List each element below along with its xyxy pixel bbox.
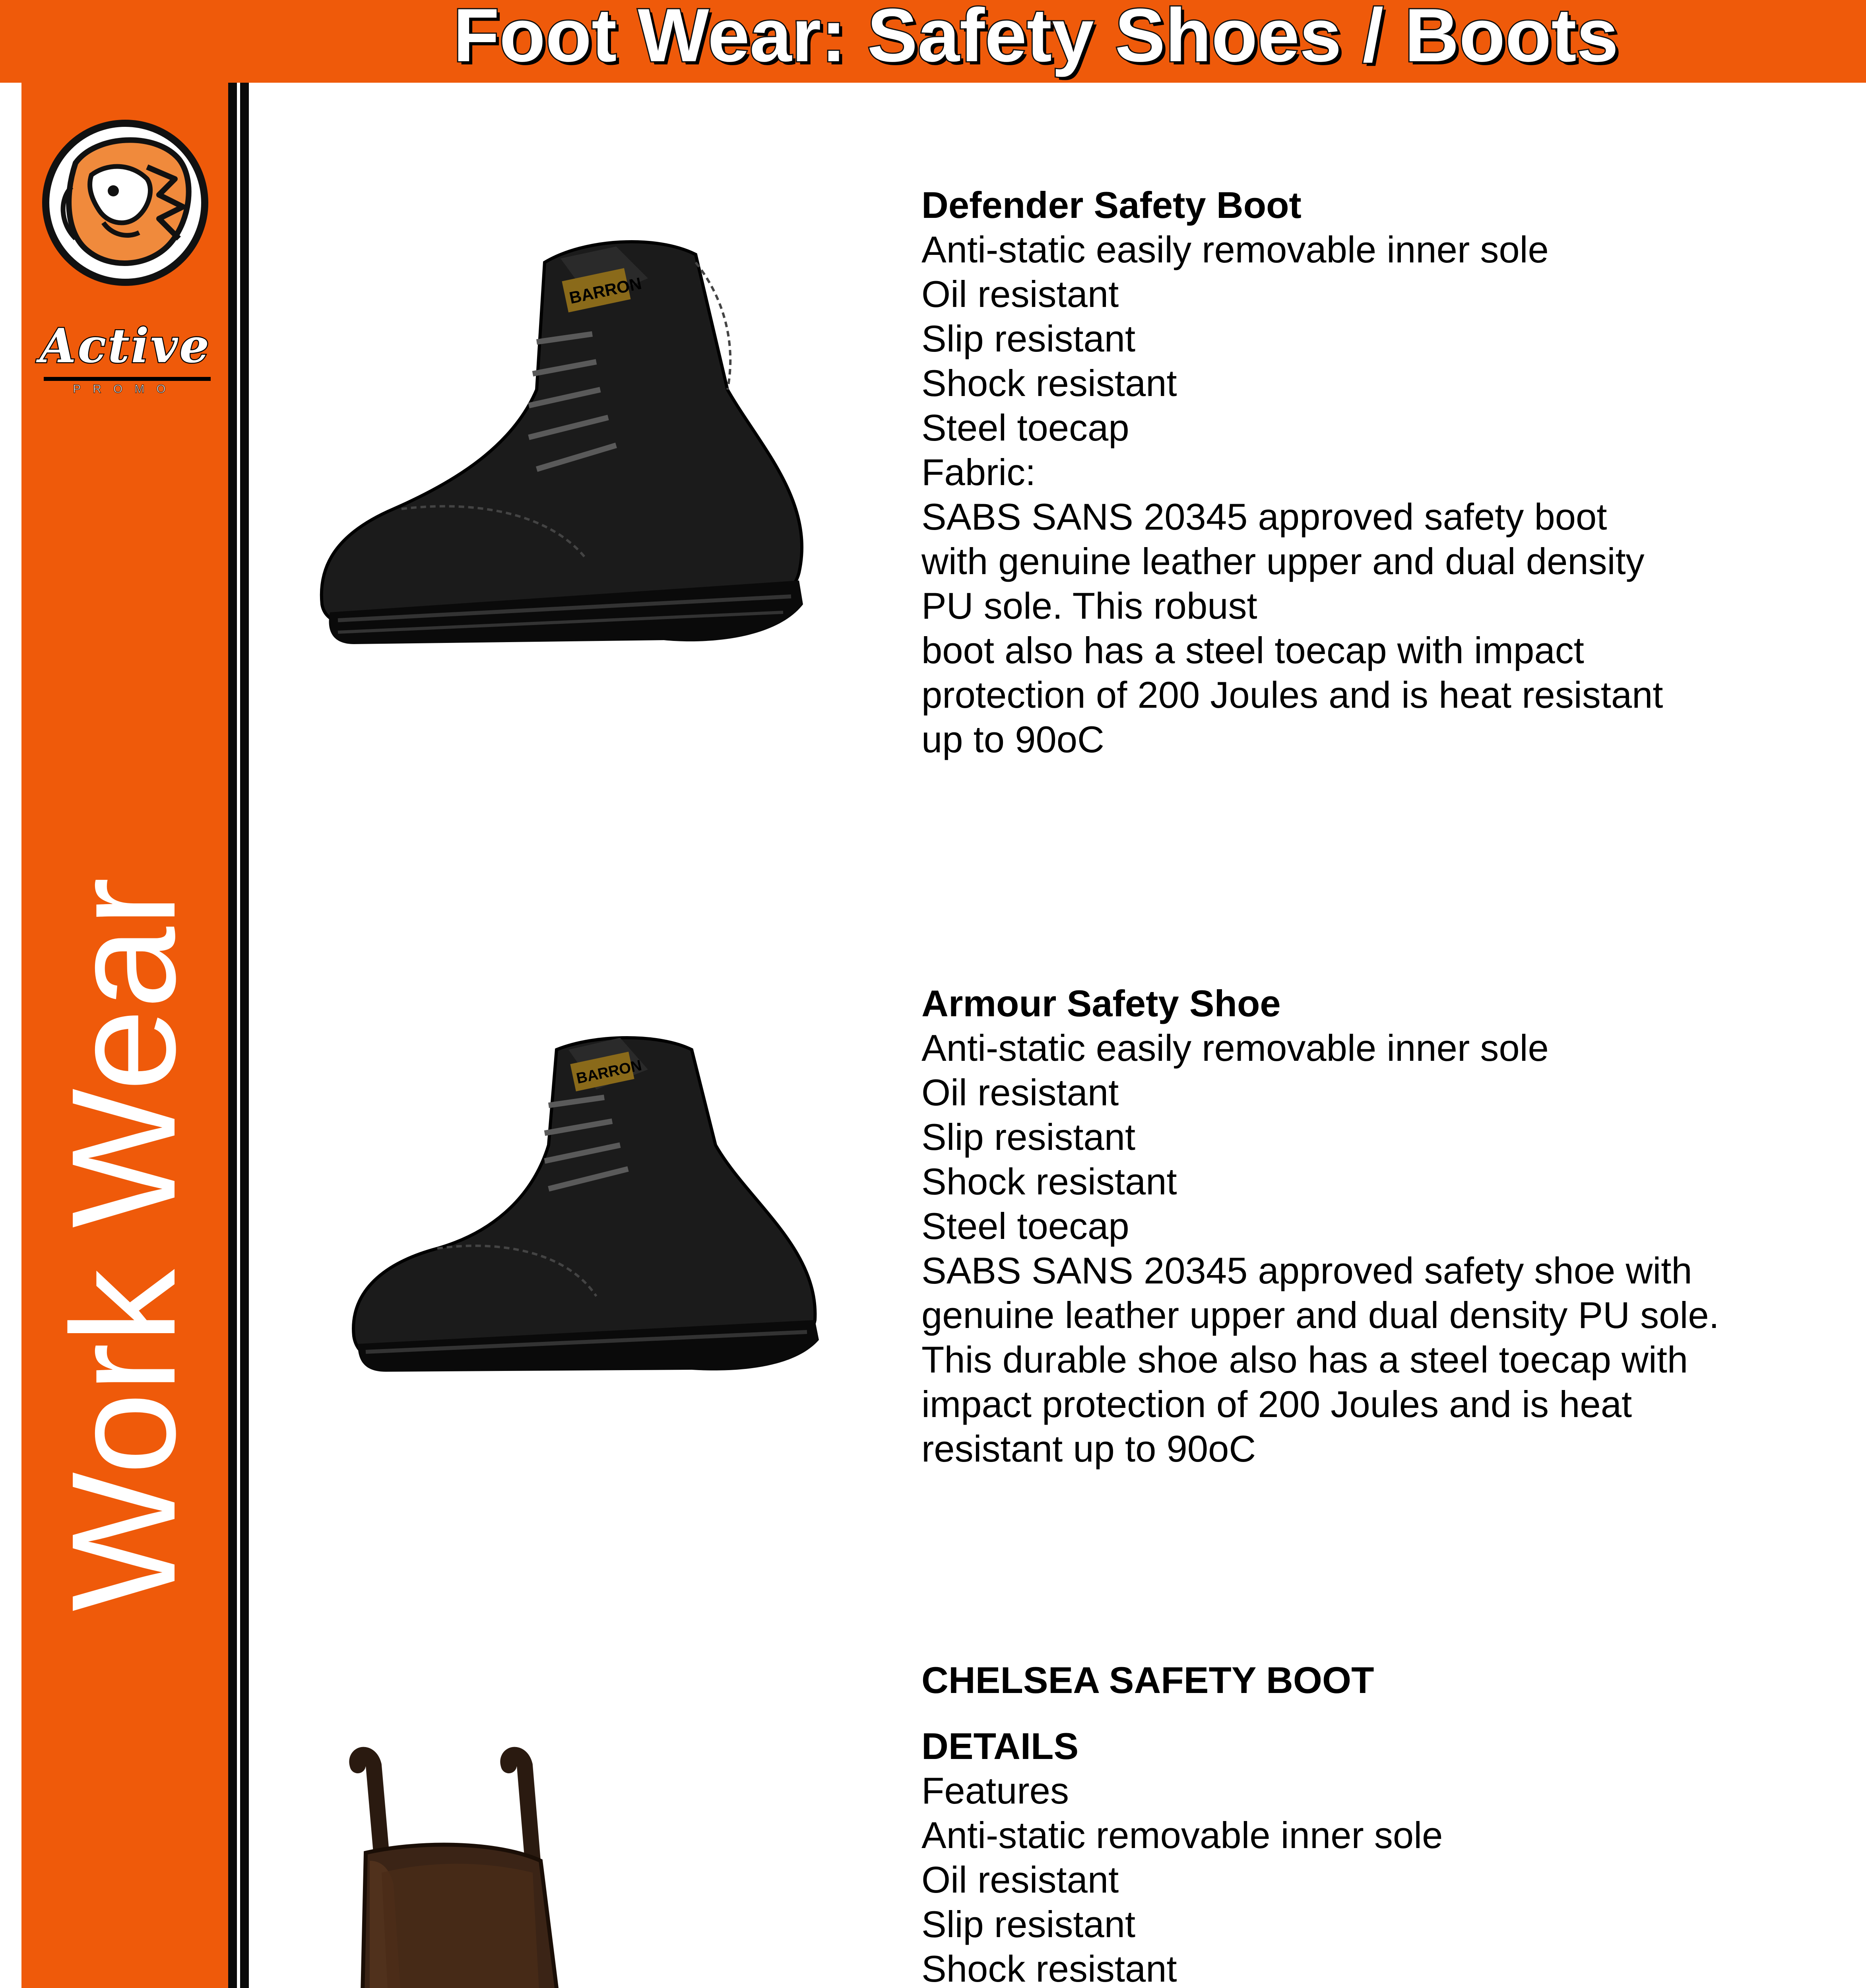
section-title-wrap <box>41 827 206 1662</box>
product-line: resistant up to 90oC <box>921 1428 1256 1470</box>
product-line: Shock resistant <box>921 1161 1177 1202</box>
product-line: up to 90oC <box>921 718 1104 760</box>
brand-subtitle: PROMO <box>73 382 178 396</box>
product-line: SABS SANS 20345 approved safety shoe with <box>921 1250 1692 1291</box>
black-safety-shoe-image <box>342 1026 827 1376</box>
sidebar-edge <box>0 83 21 1988</box>
product-line: with genuine leather upper and dual density <box>921 540 1645 582</box>
product-line: Steel toecap <box>921 407 1129 448</box>
product-line: Shock resistant <box>921 1948 1177 1988</box>
product-armour-text <box>921 981 1719 1471</box>
product-line: Slip resistant <box>921 318 1136 359</box>
product-line: Anti-static easily removable inner sole <box>921 1027 1549 1069</box>
product-line: Steel toecap <box>921 1205 1129 1247</box>
black-safety-boot-image <box>306 223 823 652</box>
product-line: Oil resistant <box>921 1072 1119 1113</box>
page-title: Foot Wear: Safety Shoes / Boots <box>453 0 1619 78</box>
product-title: CHELSEA SAFETY BOOT <box>921 1659 1374 1701</box>
product-subtitle: DETAILS <box>921 1725 1079 1767</box>
product-line: Slip resistant <box>921 1903 1136 1945</box>
product-line: Shock resistant <box>921 362 1177 404</box>
brand-name: Active <box>39 318 211 373</box>
product-chelsea-text <box>921 1658 1744 1988</box>
product-line: boot also has a steel toecap with impact <box>921 629 1584 671</box>
product-defender-text <box>921 183 1663 762</box>
product-line: Oil resistant <box>921 1859 1119 1901</box>
product-title: Armour Safety Shoe <box>921 982 1281 1024</box>
product-line: Anti-static removable inner sole <box>921 1814 1443 1856</box>
brand-rule <box>44 377 211 381</box>
product-line: SABS SANS 20345 approved safety boot <box>921 496 1607 538</box>
product-line: Features <box>921 1770 1069 1811</box>
section-title: Work Wear <box>41 877 206 1612</box>
product-line: impact protection of 200 Joules and is heat <box>921 1383 1632 1425</box>
product-line: protection of 200 Joules and is heat resistant <box>921 674 1663 716</box>
brown-chelsea-boot-image <box>318 1741 847 1988</box>
product-line: PU sole. This robust <box>921 585 1257 627</box>
product-title: Defender Safety Boot <box>921 184 1302 226</box>
product-line: Fabric: <box>921 451 1036 493</box>
product-line: genuine leather upper and dual density PU sole. <box>921 1294 1719 1336</box>
tongue-brand-label: BARRON <box>575 1057 644 1087</box>
product-line: This durable shoe also has a steel toecap with <box>921 1339 1688 1380</box>
product-line: Anti-static easily removable inner sole <box>921 229 1549 270</box>
tongue-brand-label: BARRON <box>567 274 643 307</box>
product-line: Slip resistant <box>921 1116 1136 1158</box>
lion-head-icon <box>28 119 223 286</box>
product-line: Oil resistant <box>921 273 1119 315</box>
brand-logo <box>28 119 223 286</box>
sidebar-divider-stripe <box>237 83 240 1988</box>
